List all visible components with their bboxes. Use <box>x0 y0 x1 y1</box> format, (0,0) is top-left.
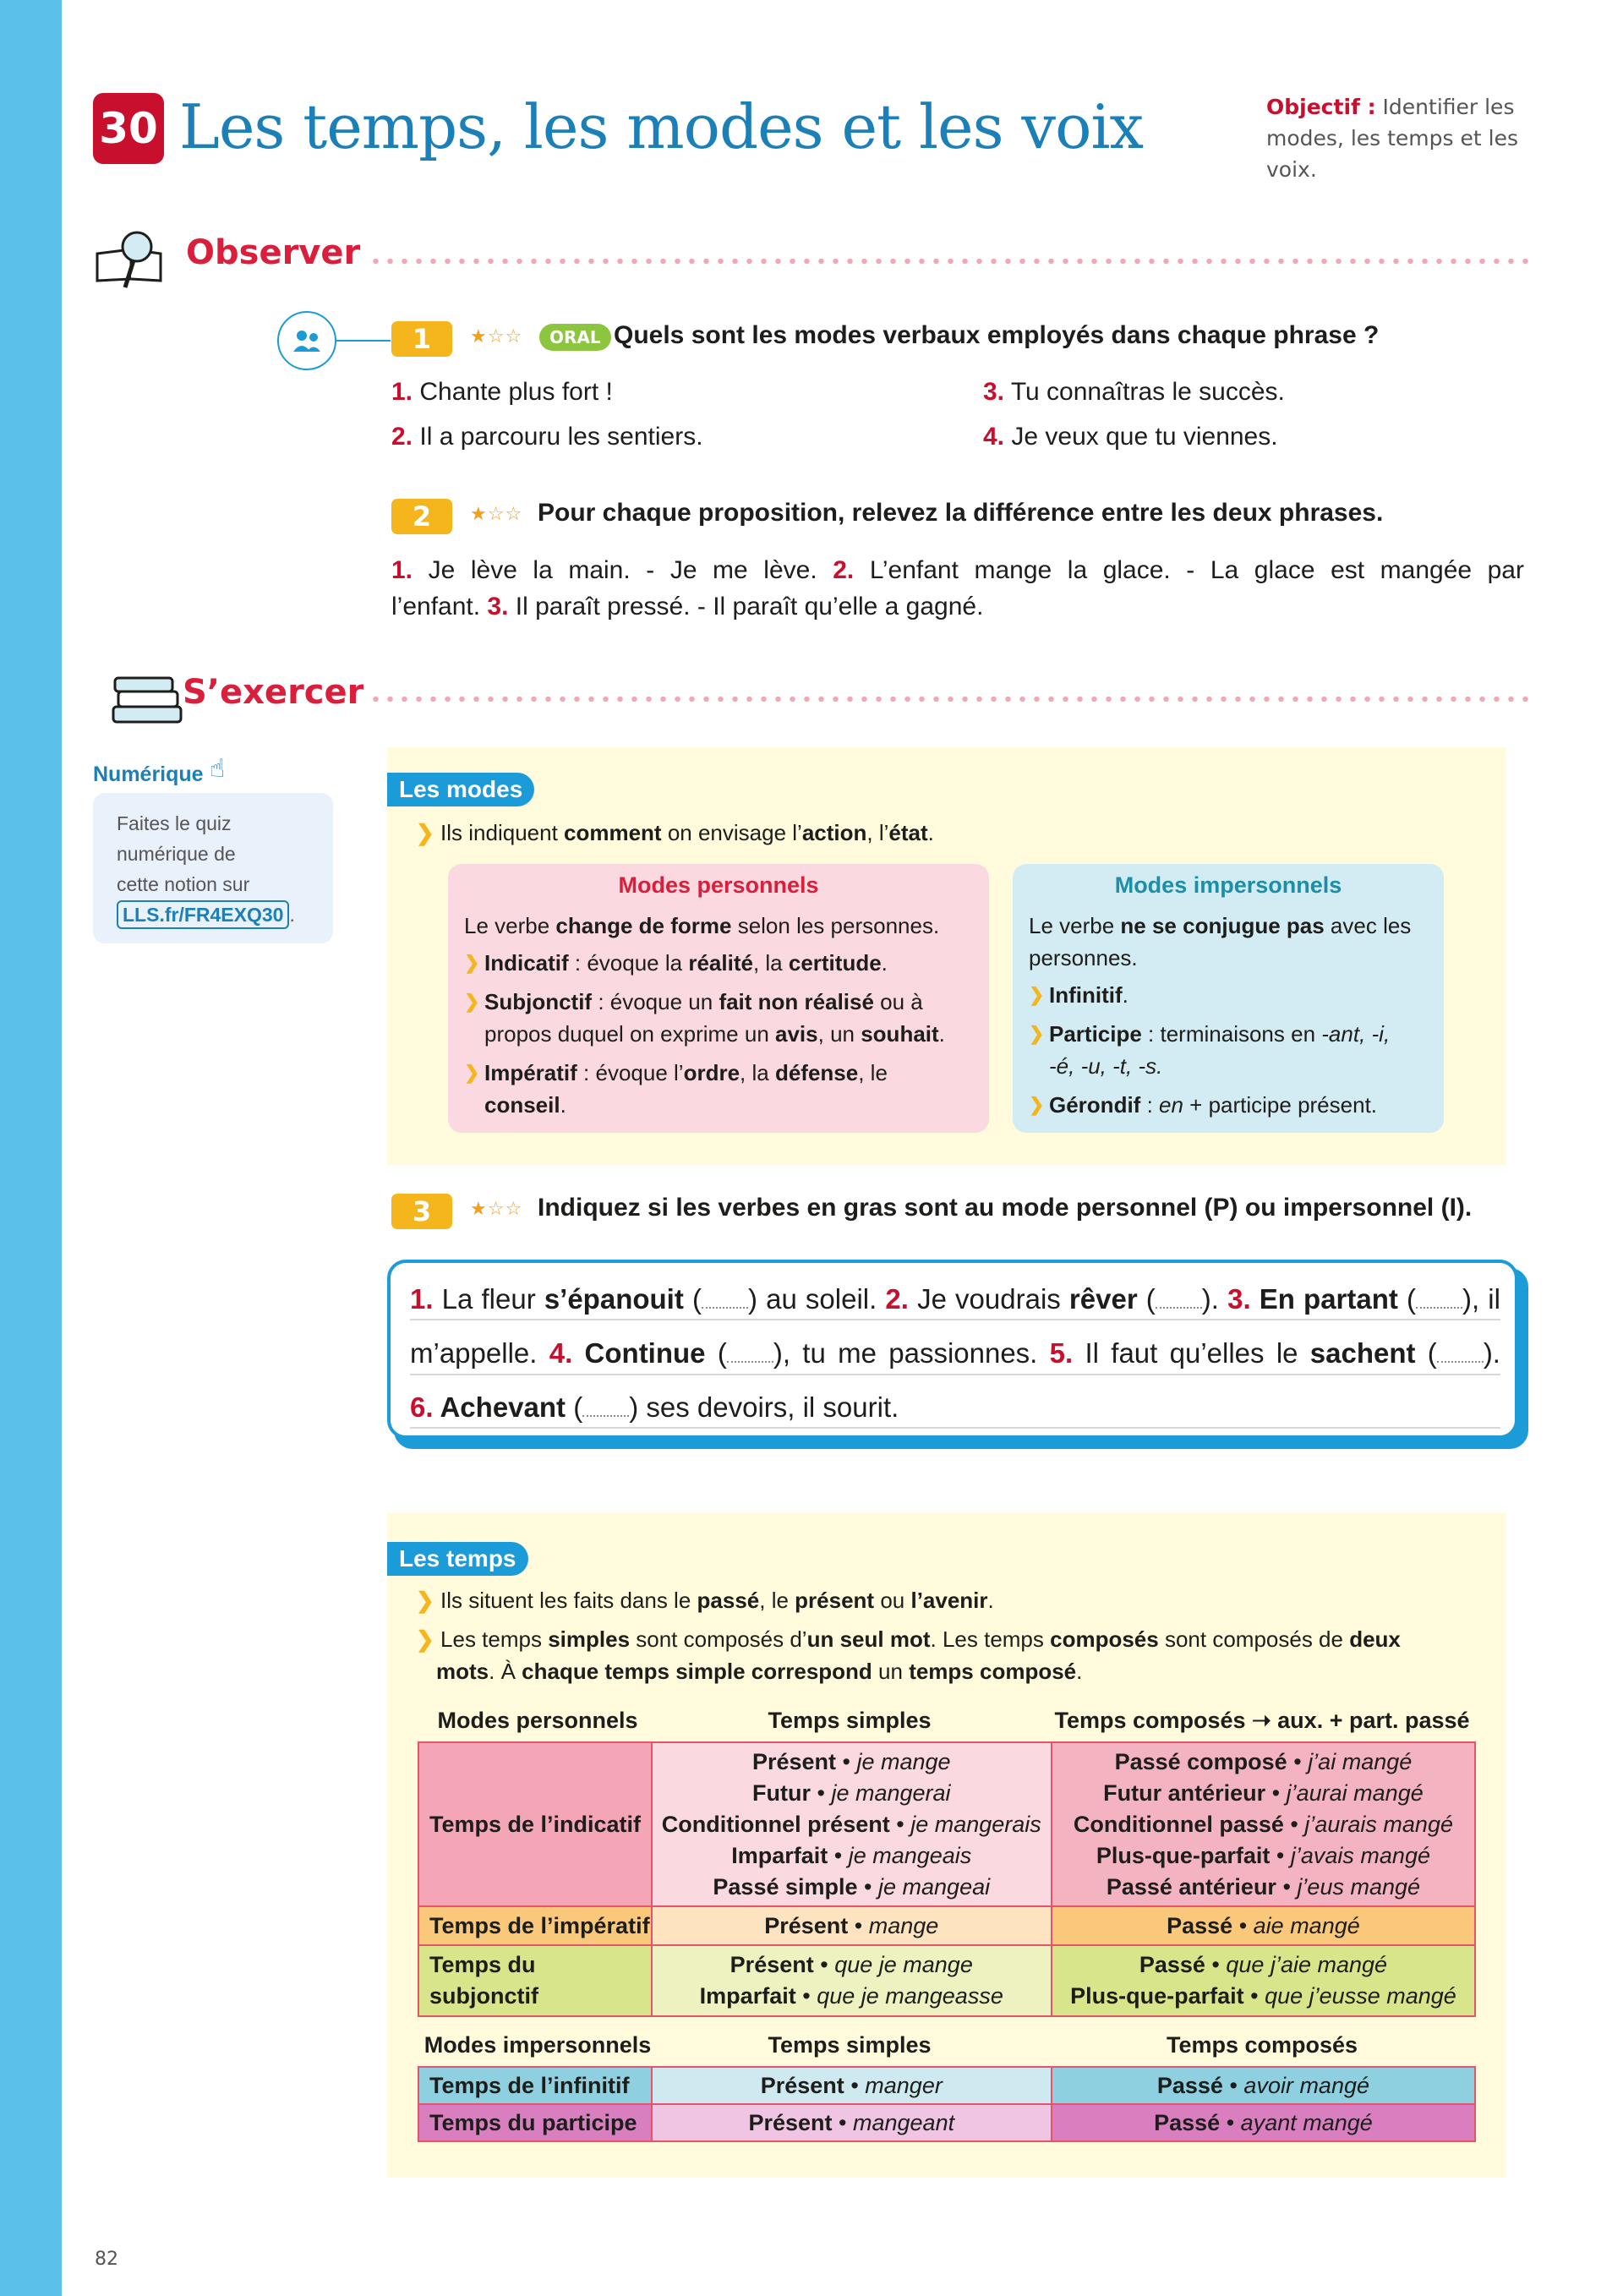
dotted-separator <box>369 697 1528 702</box>
difficulty-stars-icon: ★☆☆ <box>470 1199 523 1220</box>
table-row <box>418 2104 1475 2141</box>
books-icon <box>110 675 186 730</box>
temps-impersonnels-table <box>418 2066 1476 2142</box>
modes-impersonnels-title: Modes impersonnels <box>1114 872 1342 898</box>
list-item: 4. Je veux que tu viennes. <box>983 423 1278 451</box>
temps-composes-cell: Passé • que j’aie mangé Plus-que-parfait • que j’eusse mangé <box>1052 1945 1475 2016</box>
pointer-hand-icon: ☝ <box>210 754 226 784</box>
exercise-2-line-2: l’enfant. 3. Il paraît pressé. - Il paraît qu’elle a gagné. <box>391 593 984 620</box>
temps-composes-cell: Passé • avoir mangé <box>1052 2067 1475 2104</box>
answer-blank[interactable] <box>1416 1290 1462 1309</box>
list-item: 1. Chante plus fort ! <box>391 378 613 406</box>
exercise-3-line-2: m’appelle. 4. Continue ( ), tu me passionnes. 5. Il faut qu’elles le sachent ( ). <box>410 1337 1500 1369</box>
modes-intro: ❯ Ils indiquent comment on envisage l’action, l’état. <box>416 820 934 845</box>
dotted-separator <box>369 259 1528 264</box>
table-header: Modes personnels <box>437 1708 638 1733</box>
observer-heading: Observer <box>186 233 361 272</box>
list-item: 3. Tu connaîtras le succès. <box>983 378 1285 406</box>
exercise-2-badge: 2 <box>391 499 452 534</box>
table-row <box>418 1906 1475 1945</box>
chapter-number: 30 <box>93 93 164 164</box>
magnifier-book-icon <box>93 228 161 296</box>
modes-pill: Les modes <box>387 773 534 806</box>
objectif-label: Objectif : <box>1266 95 1376 119</box>
exercise-3-question: Indiquez si les verbes en gras sont au mode personnel (P) ou impersonnel (I). <box>538 1194 1473 1222</box>
writing-line <box>410 1374 1500 1375</box>
answer-blank[interactable] <box>582 1398 629 1417</box>
temps-simples-cell: Présent • je mange Futur • je mangerai Conditionnel présent • je mangerais Imparfait • je mangeais Passé simple • je mangeai <box>652 1742 1052 1906</box>
temps-pill: Les temps <box>387 1542 528 1576</box>
quiz-link[interactable]: LLS.fr/FR4EXQ30 <box>117 900 289 929</box>
group-work-icon <box>277 311 336 370</box>
numerique-label: Numérique <box>93 763 204 786</box>
writing-line <box>410 1319 1500 1320</box>
oral-badge: ORAL <box>539 324 611 351</box>
exercise-1-badge: 1 <box>391 321 452 357</box>
table-header: Temps composés <box>1166 2032 1358 2058</box>
temps-intro: ❯ Ils situent les faits dans le passé, le présent ou l’avenir. ❯ Les temps simples sont composés d’un seul mot. Les temps composés sont composés de deux mots. À chaque temps simple correspond un temps composé. <box>416 1588 1401 1684</box>
objectif-text: Identifier les modes, les temps et les voix. <box>1266 95 1518 182</box>
exercise-1-question: Quels sont les modes verbaux employés dans chaque phrase ? <box>614 321 1380 349</box>
connector-line <box>336 340 391 342</box>
row-label: Temps du subjonctif <box>418 1945 652 2016</box>
table-header: Temps simples <box>768 2032 932 2058</box>
list-item: 2. Il a parcouru les sentiers. <box>391 423 703 451</box>
table-header: Modes impersonnels <box>424 2032 652 2058</box>
answer-blank[interactable] <box>1437 1344 1484 1363</box>
table-row <box>418 1742 1475 1906</box>
exercise-2-question: Pour chaque proposition, relevez la différence entre les deux phrases. <box>538 499 1384 527</box>
difficulty-stars-icon: ★☆☆ <box>470 504 523 525</box>
exercise-3-line-1: 1. La fleur s’épanouit ( ) au soleil. 2. Je voudrais rêver ( ). 3. En partant ( ), il <box>410 1283 1500 1315</box>
table-row <box>418 1945 1475 2016</box>
table-row <box>418 2067 1475 2104</box>
page-number: 82 <box>95 2249 118 2270</box>
modes-personnels-content: Le verbe change de forme selon les personnes. ❯ Indicatif : évoque la réalité, la certitude. ❯ Subjonctif : évoque un fait non réalisé ou à propos duquel on exprime un avis, un souhait. ❯ Impératif : évoque l’ordre, la défense, le conseil. <box>464 910 980 1121</box>
modes-personnels-title: Modes personnels <box>618 872 819 898</box>
row-label: Temps de l’impératif <box>418 1906 652 1945</box>
writing-line <box>410 1427 1500 1429</box>
answer-blank[interactable] <box>727 1344 773 1363</box>
row-label: Temps de l’infinitif <box>418 2067 652 2104</box>
temps-simples-cell: Présent • manger <box>652 2067 1052 2104</box>
temps-simples-cell: Présent • mange <box>652 1906 1052 1945</box>
answer-blank[interactable] <box>702 1290 748 1309</box>
temps-composes-cell: Passé • ayant mangé <box>1052 2104 1475 2141</box>
exercise-3-line-3: 6. Achevant ( ) ses devoirs, il sourit. <box>410 1391 899 1423</box>
modes-impersonnels-content: Le verbe ne se conjugue pas avec les personnes. ❯ Infinitif. ❯ Participe : terminaisons en -ant, -i, -é, -u, -t, -s. ❯ Gérondif : en + participe présent. <box>1029 910 1434 1121</box>
temps-simples-cell: Présent • mangeant <box>652 2104 1052 2141</box>
objectif <box>1266 91 1520 185</box>
temps-composes-cell: Passé • aie mangé <box>1052 1906 1475 1945</box>
exercise-3-badge: 3 <box>391 1194 452 1229</box>
exercise-2-line-1: 1. Je lève la main. - Je me lève. 2. L’enfant mange la glace. - La glace est mangée par <box>391 556 1524 584</box>
row-label: Temps de l’indicatif <box>418 1742 652 1906</box>
sexercer-heading: S’exercer <box>183 673 364 712</box>
left-margin-band <box>0 0 62 2296</box>
numerique-text: Faites le quiz numérique de cette notion sur LLS.fr/FR4EXQ30 . <box>117 808 295 930</box>
temps-composes-cell: Passé composé • j’ai mangé Futur antérieur • j’aurai mangé Conditionnel passé • j’aurais mangé Plus-que-parfait • j’avais mangé Passé antérieur • j’eus mangé <box>1052 1742 1475 1906</box>
table-header: Temps simples <box>768 1708 932 1733</box>
difficulty-stars-icon: ★☆☆ <box>470 326 523 347</box>
temps-personnels-table <box>418 1741 1476 2017</box>
row-label: Temps du participe <box>418 2104 652 2141</box>
temps-simples-cell: Présent • que je mange Imparfait • que je mangeasse <box>652 1945 1052 2016</box>
table-header: Temps composés ➝ aux. + part. passé <box>1054 1708 1470 1733</box>
page-title: Les temps, les modes et les voix <box>179 91 1144 162</box>
answer-blank[interactable] <box>1156 1290 1202 1309</box>
